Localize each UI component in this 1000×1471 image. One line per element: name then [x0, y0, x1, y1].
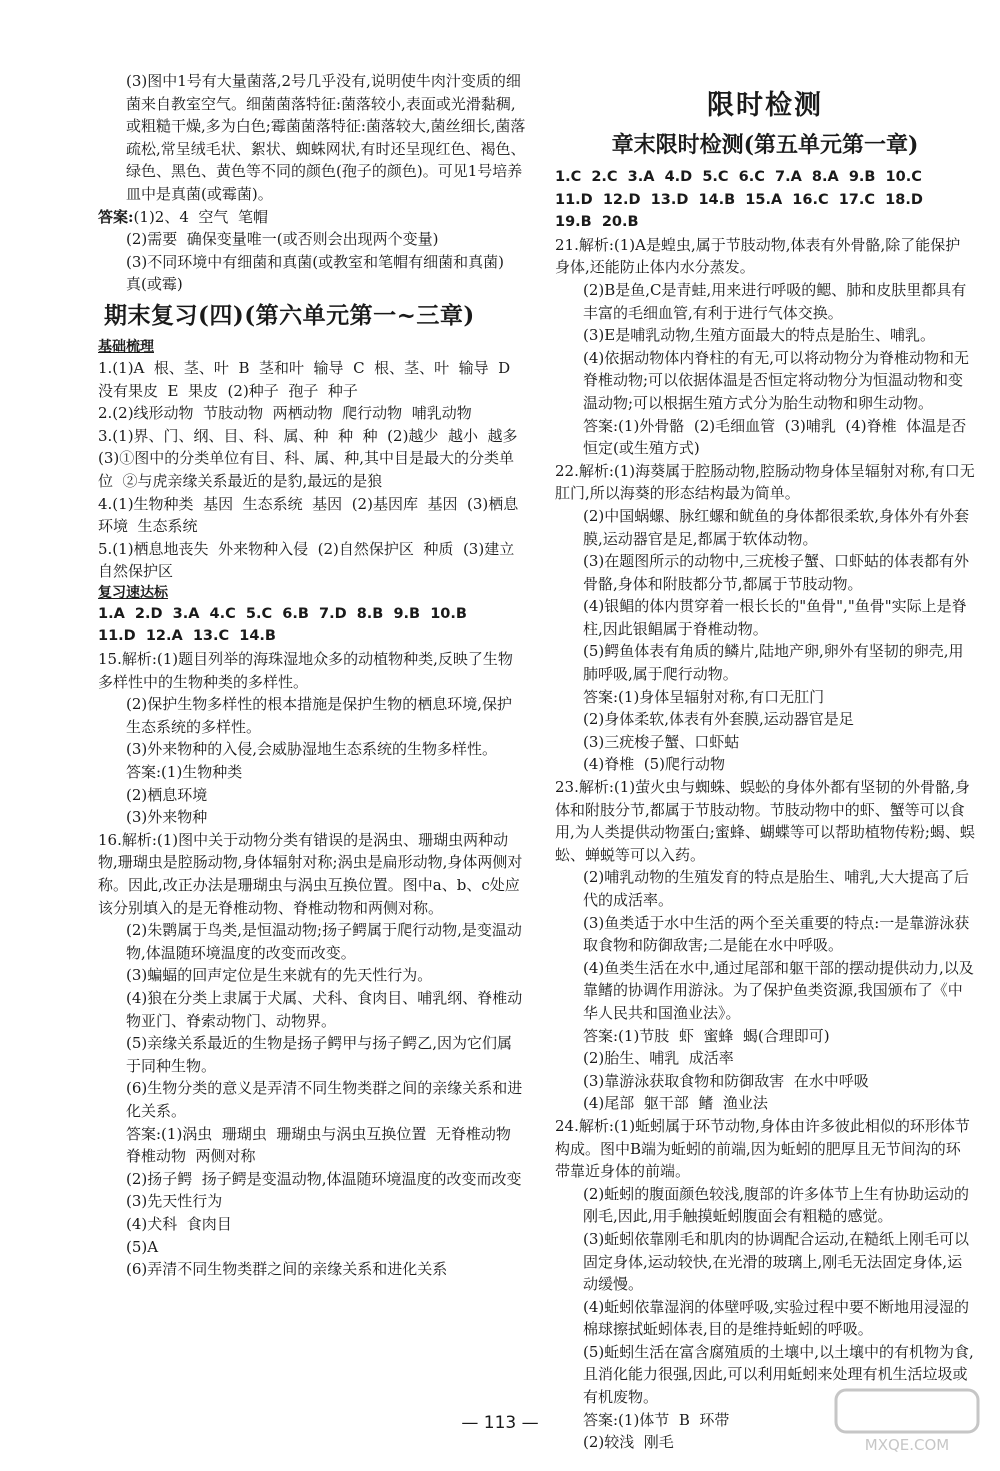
list-item: 3.(1)界、门、纲、目、科、属、种 种 种 (2)越少 越小 越多 (3)①图中的分类单位有目、科、属、种,其中目是最大的分类单位 ②与虎亲缘关系最近的是豹,最远的是狼: [98, 426, 528, 490]
answer-line: (4)尾部 躯干部 鳍 渔业法: [583, 1094, 768, 1113]
analysis-line: (2)中国蜗螺、脉红螺和鱿鱼的身体都很柔软,身体外有外套膜,运动器官是足,都属于软体动物。: [583, 506, 970, 548]
answer-label: 答案:: [98, 207, 134, 226]
list-item: 1.(1)A 根、茎、叶 B 茎和叶 输导 C 根、茎、叶 输导 D 没有果皮 E 果皮 (2)种子 孢子 种子: [98, 358, 520, 400]
mc-row: 1.C 2.C 3.A 4.D 5.C 6.C 7.A 8.A 9.B 10.C: [555, 169, 922, 185]
answer-line: (5)A: [126, 1237, 159, 1256]
answer-line: (3)不同环境中有细菌和真菌(或教室和笔帽有细菌和真菌) 真(或霉): [126, 252, 514, 294]
paragraph: (3)图中1号有大量菌落,2号几乎没有,说明使牛肉汁变质的细菌来自教室空气。细菌菌落特征:菌落较小,表面或光滑黏稠,或粗糙干燥,多为白色;霉菌菌落特征:菌落较大,菌丝细长,菌落疏松,常呈绒毛状、絮状、蜘蛛网状,有时还呈现红色、褐色、绿色、黑色、黄色等不同的颜色(孢子的颜色)。可见1号培养皿中是真菌(或霉菌)。: [126, 72, 526, 203]
analysis-line: 16.解析:(1)图中关于动物分类有错误的是涡虫、珊瑚虫两种动物,珊瑚虫是腔肠动物,身体辐射对称;涡虫是扁形动物,身体两侧对称。因此,改正办法是珊瑚虫与涡虫互换位置。图中a、b、c处应该分别填入的是无脊椎动物、脊椎动物和两侧对称。: [98, 830, 523, 917]
analysis-line: (4)依据动物体内脊柱的有无,可以将动物分为脊椎动物和无脊椎动物;可以依据体温是否恒定将动物分为恒温动物和变温动物;可以根据生殖方式分为胎生动物和卵生动物。: [583, 348, 970, 412]
basics-list: [98, 357, 526, 583]
mc-row: 11.D 12.D 13.D 14.B 15.A 16.C 17.C 18.D: [555, 191, 923, 208]
left-column: [98, 70, 526, 1281]
answer-line: (2)需要 确保变量唯一(或否则会出现两个变量): [126, 230, 439, 249]
question-21: [555, 234, 975, 460]
answer-line: 答案:(1)生物种类: [126, 763, 243, 782]
list-item: 2.(2)线形动物 节肢动物 两栖动物 爬行动物 哺乳动物: [98, 404, 472, 423]
list-item: 5.(1)栖息地丧失 外来物种入侵 (2)自然保护区 种质 (3)建立自然保护区: [98, 539, 515, 581]
answer-line: (3)先天性行为: [126, 1192, 223, 1211]
analysis-line: (5)亲缘关系最近的生物是扬子鳄甲与扬子鳄乙,因为它们属于同种生物。: [126, 1034, 513, 1075]
mc-row: 19.B 20.B: [555, 214, 639, 231]
answer-line: 答案:(1)涡虫 珊瑚虫 珊瑚虫与涡虫互换位置 无脊椎动物 脊椎动物 两侧对称: [126, 1124, 521, 1166]
answer-line: (3)三疣梭子蟹、口虾蛄: [583, 732, 740, 751]
watermark-logo: [832, 1386, 982, 1456]
top-block: [98, 70, 526, 296]
answer-line: 答案:(1)外骨骼 (2)毛细血管 (3)哺乳 (4)脊椎 体温是否恒定(或生殖方式): [583, 416, 967, 458]
analysis-line: (3)蚯蚓依靠刚毛和肌肉的协调配合运动,在糙纸上刚毛可以固定身体,运动较快,在光滑的玻璃上,刚毛无法固定身体,运动缓慢。: [583, 1229, 970, 1294]
analysis-line: (4)蚯蚓依靠湿润的体壁呼吸,实验过程中要不断地用浸湿的棉球擦拭蚯蚓体表,目的是维持蚯蚓的呼吸。: [583, 1297, 970, 1339]
mc-answers: [98, 603, 526, 648]
analysis-line: (3)鱼类适于水中生活的两个至关重要的特点:一是靠游泳获取食物和防御敌害;二是能在水中呼吸。: [583, 913, 970, 955]
answer-line: 答案:(1)体节 B 环带: [583, 1410, 730, 1429]
analysis-line: (2)保护生物多样性的根本措施是保护生物的栖息环境,保护生态系统的多样性。: [126, 695, 513, 736]
analysis-line: (2)朱鹮属于鸟类,是恒温动物;扬子鳄属于爬行动物,是变温动物,体温随环境温度的改变而改变。: [126, 921, 522, 962]
analysis-line: (2)B是鱼,C是青蛙,用来进行呼吸的鳃、肺和皮肤里都具有丰富的毛细血管,有利于进行气体交换。: [583, 280, 967, 322]
answer-line: (2)扬子鳄 扬子鳄是变温动物,体温随环境温度的改变而改变: [126, 1169, 522, 1188]
answer-line: (2)身体柔软,体表有外套膜,运动器官是足: [583, 710, 854, 729]
question-23: [555, 776, 975, 1115]
answer-line: (2)胎生、哺乳 成活率: [583, 1049, 734, 1068]
basics-heading: 基础梳理: [98, 338, 154, 355]
page-number: — 113 —: [461, 1413, 539, 1433]
answer-line: [98, 206, 526, 229]
answer-line: (3)外来物种: [126, 808, 208, 827]
analysis-line: 15.解析:(1)题目列举的海珠湿地众多的动植物种类,反映了生物多样性中的生物种类的多样性。: [98, 650, 513, 691]
analysis-line: 21.解析:(1)A是蝗虫,属于节肢动物,体表有外骨骼,除了能保护身体,还能防止体内水分蒸发。: [555, 235, 961, 277]
mc-row: 11.D 12.A 13.C 14.B: [98, 628, 276, 645]
analysis-line: (3)在题图所示的动物中,三疣梭子蟹、口虾蛄的体表都有外骨骼,身体和附肢都分节,都属于节肢动物。: [583, 552, 970, 593]
analysis-line: (2)哺乳动物的生殖发育的特点是胎生、哺乳,大大提高了后代的成活率。: [583, 868, 970, 909]
answer-line: (4)犬科 食肉目: [126, 1214, 232, 1233]
answer-line: (3)靠游泳获取食物和防御敌害 在水中呼吸: [583, 1071, 869, 1090]
answer-line: (2)较浅 刚毛: [583, 1433, 674, 1452]
analysis-line: 22.解析:(1)海葵属于腔肠动物,腔肠动物身体呈辐射对称,有口无肛门,所以海葵的形态结构最为简单。: [555, 461, 975, 503]
question-16: [98, 829, 526, 1281]
analysis-line: (2)蚯蚓的腹面颜色较浅,腹部的许多体节上生有协助运动的刚毛,因此,用手触摸蚯蚓腹面会有粗糙的感觉。: [583, 1184, 970, 1226]
mc-row: 1.A 2.D 3.A 4.C 5.C 6.B 7.D 8.B 9.B 10.B: [98, 605, 467, 622]
analysis-line: (3)E是哺乳动物,生殖方面最大的特点是胎生、哺乳。: [583, 326, 935, 345]
analysis-line: 24.解析:(1)蚯蚓属于环节动物,身体由许多彼此相似的环形体节构成。图中B端为蚯蚓的前端,因为蚯蚓的肥厚且无节间沟的环带靠近身体的前端。: [555, 1116, 970, 1181]
analysis-line: (3)外来物种的入侵,会威胁湿地生态系统的生物多样性。: [126, 740, 498, 759]
question-15: [98, 648, 526, 829]
section-title: 期末复习(四)(第六单元第一~三章): [104, 301, 475, 329]
answer-text: (1)2、4 空气 笔帽: [133, 207, 268, 226]
list-item: 4.(1)生物种类 基因 生态系统 基因 (2)基因库 基因 (3)栖息环境 生态系统: [98, 494, 519, 536]
section-subtitle: 章末限时检测(第五单元第一章): [611, 132, 919, 158]
analysis-line: (5)鳄鱼体表有角质的鳞片,陆地产卵,卵外有坚韧的卵壳,用肺呼吸,属于爬行动物。: [583, 642, 964, 684]
analysis-line: (4)银鲳的体内贯穿着一根长长的"鱼骨","鱼骨"实际上是脊柱,因此银鲳属于脊椎动物。: [583, 597, 967, 638]
answer-line: (2)栖息环境: [126, 785, 208, 804]
review-heading: 复习速达标: [98, 584, 168, 601]
page-title: 限时检测: [707, 90, 823, 121]
answer-line: 答案:(1)节肢 虾 蜜蜂 蝎(合理即可): [583, 1026, 830, 1045]
answer-line: 答案:(1)身体呈辐射对称,有口无肛门: [583, 687, 825, 706]
answer-line: (4)脊椎 (5)爬行动物: [583, 755, 726, 774]
answer-line: (6)弄清不同生物类群之间的亲缘关系和进化关系: [126, 1260, 448, 1279]
watermark-text: MXQE.COM: [864, 1436, 950, 1454]
question-22: [555, 460, 975, 776]
analysis-line: (3)蝙蝠的回声定位是生来就有的先天性行为。: [126, 966, 433, 985]
right-column: [555, 70, 975, 1454]
analysis-line: (5)蚯蚓生活在富含腐殖质的土壤中,以土壤中的有机物为食,且消化能力很强,因此,可以利用蚯蚓来处理有机生活垃圾或有机废物。: [583, 1342, 974, 1407]
analysis-line: 23.解析:(1)萤火虫与蜘蛛、蜈蚣的身体外都有坚韧的外骨骼,身体和附肢分节,都属于节肢动物。节肢动物中的虾、蟹等可以食用,为人类提供动物蛋白;蜜蜂、蝴蝶等可以帮助植物传粉;蝎、蜈蚣、蝉蜕等可以入药。: [555, 778, 975, 864]
analysis-line: (4)狼在分类上隶属于犬属、犬科、食肉目、哺乳纲、脊椎动物亚门、脊索动物门、动物界。: [126, 988, 523, 1030]
mc-answers: [555, 166, 975, 234]
analysis-line: (6)生物分类的意义是弄清不同生物类群之间的亲缘关系和进化关系。: [126, 1079, 523, 1120]
analysis-line: (4)鱼类生活在水中,通过尾部和躯干部的摆动提供动力,以及靠鳍的协调作用游泳。为了保护鱼类资源,我国颁布了《中华人民共和国渔业法》。: [583, 958, 974, 1022]
